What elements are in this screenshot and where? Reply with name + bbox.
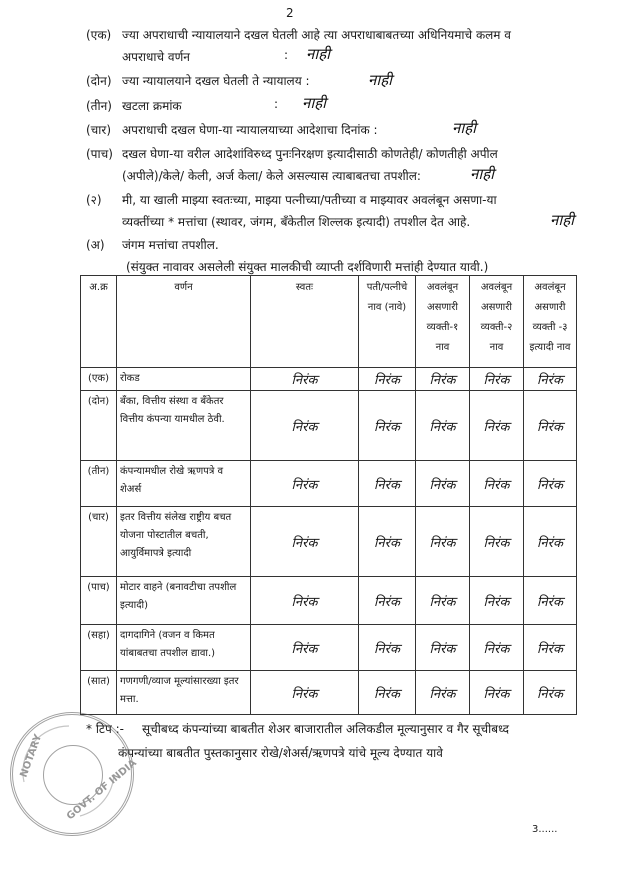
item-1-answer: नाही	[306, 45, 331, 63]
header-dependent-2: अवलंबून असणारी व्यक्ती-२ नाव	[470, 276, 524, 368]
cell-dependent-1: निरंक	[416, 671, 470, 715]
row-number: (पाच)	[81, 577, 117, 625]
section-a-text: जंगम मत्तांचा तपशील.	[122, 238, 219, 252]
table-row	[81, 461, 577, 507]
footnote-line-1: सूचीबध्द कंपन्यांच्या बाबतीत शेअर बाजारातील अलिकडील मूल्यानुसार व गैर सूचीबध्द	[142, 722, 509, 736]
table-row	[81, 368, 577, 391]
item-5-text-cont: (अपीले)/केले/ केली, अर्ज केला/ केले असल्यास त्याबाबतचा तपशील:	[122, 169, 421, 183]
item-1-colon: :	[284, 48, 289, 62]
cell-dependent-3: निरंक	[524, 671, 577, 715]
item-1-text: ज्या अपराधाची न्यायालयाने दखल घेतली आहे त्या अपराधाबाबतच्या अधिनियमाचे कलम व	[122, 28, 511, 42]
cell-dependent-2: निरंक	[470, 577, 524, 625]
notary-seal-graphic	[10, 712, 139, 830]
assets-table	[80, 275, 577, 715]
item-1-label: (एक)	[86, 28, 112, 42]
header-description: वर्णन	[117, 276, 251, 368]
footnote-line-2: कंपन्यांच्या बाबतीत पुस्तकानुसार रोखे/शेअर्स/ऋणपत्रे यांचे मूल्य देण्यात यावे	[118, 746, 443, 760]
table-note: (संयुक्त नावावर असलेली संयुक्त मालकीची व्याप्ती दर्शविणारी मत्तांही देण्यात यावी.)	[126, 260, 489, 274]
cell-dependent-1: निरंक	[416, 391, 470, 461]
row-number: (चार)	[81, 507, 117, 577]
item-2-answer: नाही	[368, 71, 393, 89]
page-number: 2	[286, 6, 294, 20]
cell-dependent-1: निरंक	[416, 577, 470, 625]
svg-text:GOVT. OF INDIA: GOVT. OF INDIA	[64, 757, 139, 823]
cell-dependent-2: निरंक	[470, 671, 524, 715]
item-4-text: अपराधाची दखल घेणा-या न्यायालयाच्या आदेशाचा दिनांक :	[122, 123, 378, 137]
table-header-row	[81, 276, 577, 368]
item-3-colon: :	[274, 97, 279, 111]
row-number: (दोन)	[81, 391, 117, 461]
cell-spouse: निरंक	[359, 577, 416, 625]
table-row	[81, 391, 577, 461]
cell-self: निरंक	[251, 507, 359, 577]
section-2-answer: नाही	[550, 211, 575, 229]
cell-dependent-1: निरंक	[416, 625, 470, 671]
svg-text:NOTARY: NOTARY	[18, 732, 45, 780]
notary-stamp	[10, 712, 139, 836]
cell-self: निरंक	[251, 368, 359, 391]
table-row	[81, 671, 577, 715]
item-3-label: (तीन)	[86, 99, 112, 113]
footnote-marker: * टिप :-	[86, 722, 124, 736]
item-5-label: (पाच)	[86, 147, 113, 161]
table-row	[81, 507, 577, 577]
cell-dependent-3: निरंक	[524, 391, 577, 461]
cell-dependent-2: निरंक	[470, 625, 524, 671]
cell-spouse: निरंक	[359, 625, 416, 671]
row-number: (सात)	[81, 671, 117, 715]
item-1-text-cont: अपराधाचे वर्णन	[122, 50, 190, 64]
header-serial: अ.क्र	[81, 276, 117, 368]
header-self: स्वतः	[251, 276, 359, 368]
section-2-label: (२)	[86, 193, 102, 207]
table-row	[81, 577, 577, 625]
item-5-answer: नाही	[470, 165, 495, 183]
row-description: मोटार वाहने (बनावटीचा तपशील इत्यादी)	[117, 577, 251, 625]
next-page-marker: 3......	[532, 824, 558, 835]
header-dependent-1: अवलंबून असणारी व्यक्ती-१ नाव	[416, 276, 470, 368]
cell-self: निरंक	[251, 577, 359, 625]
row-number: (तीन)	[81, 461, 117, 507]
cell-dependent-3: निरंक	[524, 625, 577, 671]
cell-spouse: निरंक	[359, 461, 416, 507]
cell-dependent-3: निरंक	[524, 461, 577, 507]
item-2-label: (दोन)	[86, 74, 112, 88]
row-description: बँका, वित्तीय संस्था व बँकेतर वित्तीय कंपन्या यामधील ठेवी.	[117, 391, 251, 461]
row-number: (सहा)	[81, 625, 117, 671]
cell-dependent-3: निरंक	[524, 577, 577, 625]
cell-dependent-2: निरंक	[470, 461, 524, 507]
item-2-text: ज्या न्यायालयाने दखल घेतली ते न्यायालय :	[122, 74, 310, 88]
header-dependent-3: अवलंबून असणारी व्यक्ती -३ इत्यादी नाव	[524, 276, 577, 368]
cell-dependent-1: निरंक	[416, 507, 470, 577]
item-3-text: खटला क्रमांक	[122, 99, 182, 113]
section-2-text: मी, या खाली माझ्या स्वतःच्या, माझ्या पत्नीच्या/पतीच्या व माझ्यावर अवलंबून असणा-या	[122, 193, 497, 207]
cell-spouse: निरंक	[359, 507, 416, 577]
cell-spouse: निरंक	[359, 391, 416, 461]
header-spouse: पती/पत्नीचे नाव (नावे)	[359, 276, 416, 368]
row-number: (एक)	[81, 368, 117, 391]
cell-spouse: निरंक	[359, 368, 416, 391]
cell-self: निरंक	[251, 671, 359, 715]
cell-dependent-2: निरंक	[470, 507, 524, 577]
section-2-text-cont: व्यक्तींच्या * मत्तांचा (स्थावर, जंगम, बँकेतील शिल्लक इत्यादी) तपशील देत आहे.	[122, 215, 471, 229]
row-description: इतर वित्तीय संलेख राष्ट्रीय बचत योजना पोस्टातील बचती, आयुर्विमापत्रे इत्यादी	[117, 507, 251, 577]
cell-self: निरंक	[251, 391, 359, 461]
cell-spouse: निरंक	[359, 671, 416, 715]
row-description: कंपन्यामधील रोखे ऋणपत्रे व शेअर्स	[117, 461, 251, 507]
cell-dependent-2: निरंक	[470, 368, 524, 391]
cell-dependent-1: निरंक	[416, 461, 470, 507]
item-4-answer: नाही	[452, 119, 477, 137]
section-a-label: (अ)	[86, 238, 105, 252]
item-4-label: (चार)	[86, 123, 111, 137]
row-description: रोकड	[117, 368, 251, 391]
row-description: गणगणी/व्याज मूल्यांसारख्या इतर मत्ता.	[117, 671, 251, 715]
cell-dependent-1: निरंक	[416, 368, 470, 391]
cell-dependent-2: निरंक	[470, 391, 524, 461]
table-row	[81, 625, 577, 671]
item-5-text: दखल घेणा-या वरील आदेशांविरुध्द पुनःनिरक्षण इत्यादीसाठी कोणतेही/ कोणतीही अपील	[122, 147, 498, 161]
row-description: दागदागिने (वजन व किमत यांबाबतचा तपशील द्यावा.)	[117, 625, 251, 671]
cell-self: निरंक	[251, 625, 359, 671]
item-3-answer: नाही	[302, 94, 327, 112]
cell-dependent-3: निरंक	[524, 507, 577, 577]
cell-self: निरंक	[251, 461, 359, 507]
cell-dependent-3: निरंक	[524, 368, 577, 391]
